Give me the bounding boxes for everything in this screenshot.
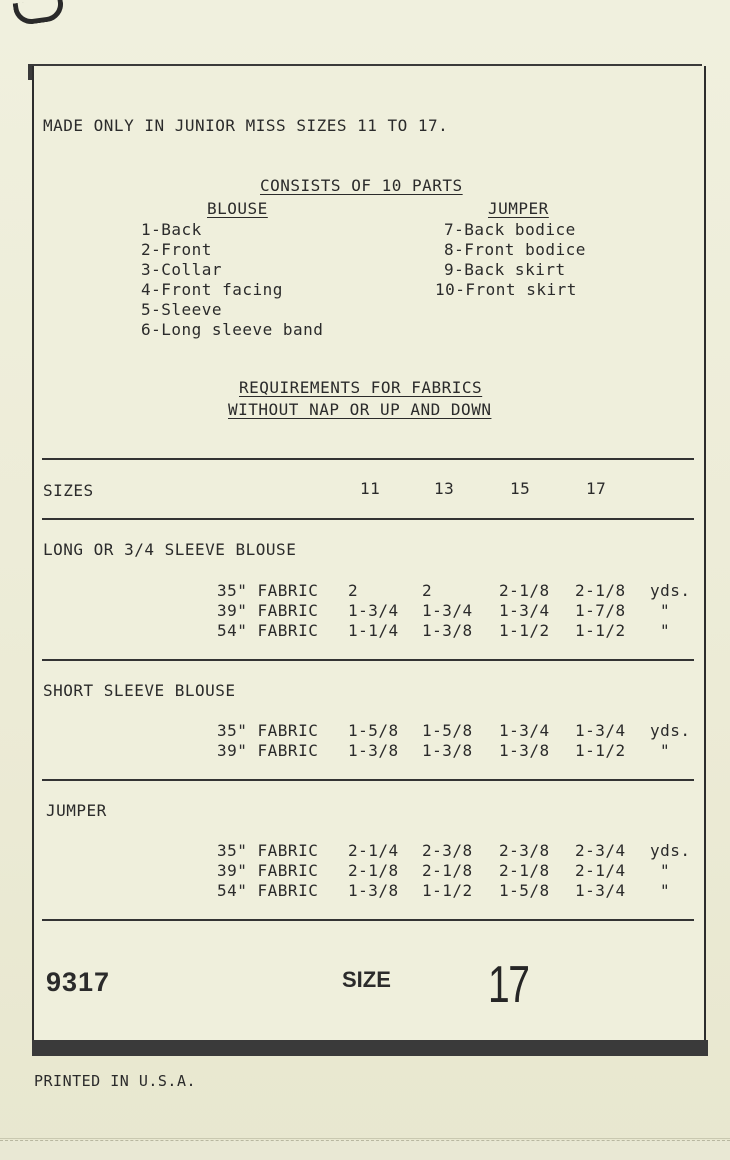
yardage-cell: 1-3/4: [575, 721, 626, 740]
requirements-title-line1: REQUIREMENTS FOR FABRICS: [239, 378, 483, 397]
fabric-label: 35" FABRIC: [217, 581, 319, 600]
fabric-label: 35" FABRIC: [217, 721, 319, 740]
table-rule: [42, 458, 694, 460]
unit-cell: ": [660, 601, 671, 620]
blouse-part: 2-Front: [141, 240, 212, 259]
yardage-cell: 1-7/8: [575, 601, 626, 620]
unit-cell: yds.: [650, 841, 691, 860]
sizes-label: SIZES: [43, 481, 94, 500]
jumper-part: 8-Front bodice: [444, 240, 586, 259]
yardage-cell: 2-3/8: [499, 841, 550, 860]
fabric-label: 54" FABRIC: [217, 881, 319, 900]
table-rule: [42, 919, 694, 921]
size-header: 11: [360, 479, 381, 498]
jumper-part: 7-Back bodice: [444, 220, 576, 239]
blouse-heading: BLOUSE: [207, 199, 268, 218]
unit-cell: yds.: [650, 721, 691, 740]
page-fold-line: [0, 1138, 730, 1139]
bottom-border-bar: [32, 1040, 708, 1056]
intro-text: MADE ONLY IN JUNIOR MISS SIZES 11 TO 17.: [43, 116, 449, 135]
yardage-cell: 1-5/8: [499, 881, 550, 900]
parts-title: CONSISTS OF 10 PARTS: [260, 176, 463, 195]
blouse-part: 3-Collar: [141, 260, 223, 279]
yardage-cell: 1-3/4: [499, 721, 550, 740]
yardage-cell: 2-3/8: [422, 841, 473, 860]
section-title: SHORT SLEEVE BLOUSE: [43, 681, 236, 700]
blouse-part: 1-Back: [141, 220, 202, 239]
yardage-cell: 1-3/4: [499, 601, 550, 620]
size-header: 15: [510, 479, 531, 498]
unit-cell: ": [660, 621, 671, 640]
yardage-cell: 1-3/8: [422, 621, 473, 640]
size-value: 17: [488, 956, 529, 1014]
section-title: JUMPER: [46, 801, 107, 820]
printed-in-usa: PRINTED IN U.S.A.: [34, 1072, 197, 1090]
table-rule: [42, 518, 694, 520]
section-title: LONG OR 3/4 SLEEVE BLOUSE: [43, 540, 297, 559]
requirements-title-line2: WITHOUT NAP OR UP AND DOWN: [228, 400, 492, 419]
yardage-cell: 1-1/4: [348, 621, 399, 640]
yardage-cell: 2-1/8: [499, 861, 550, 880]
blouse-part: 6-Long sleeve band: [141, 320, 324, 339]
yardage-cell: 2-1/4: [575, 861, 626, 880]
fabric-label: 39" FABRIC: [217, 601, 319, 620]
yardage-cell: 1-3/8: [499, 741, 550, 760]
jumper-part: 9-Back skirt: [444, 260, 566, 279]
fabric-label: 35" FABRIC: [217, 841, 319, 860]
yardage-cell: 2: [422, 581, 433, 600]
yardage-cell: 1-5/8: [348, 721, 399, 740]
yardage-cell: 2-1/4: [348, 841, 399, 860]
yardage-cell: 1-3/4: [422, 601, 473, 620]
yardage-cell: 2-3/4: [575, 841, 626, 860]
jumper-part: 10-Front skirt: [435, 280, 577, 299]
yardage-cell: 2-1/8: [348, 861, 399, 880]
yardage-cell: 1-5/8: [422, 721, 473, 740]
unit-cell: ": [660, 861, 671, 880]
unit-cell: ": [660, 881, 671, 900]
unit-cell: ": [660, 741, 671, 760]
pattern-number: 9317: [46, 967, 111, 997]
blouse-part: 5-Sleeve: [141, 300, 223, 319]
fabric-label: 54" FABRIC: [217, 621, 319, 640]
unit-cell: yds.: [650, 581, 691, 600]
yardage-cell: 1-1/2: [575, 621, 626, 640]
yardage-cell: 1-3/8: [348, 741, 399, 760]
yardage-cell: 1-1/2: [575, 741, 626, 760]
yardage-cell: 1-3/4: [575, 881, 626, 900]
yardage-cell: 1-1/2: [499, 621, 550, 640]
size-label: SIZE: [342, 967, 391, 992]
blouse-part: 4-Front facing: [141, 280, 283, 299]
yardage-cell: 2-1/8: [575, 581, 626, 600]
table-rule: [42, 659, 694, 661]
yardage-cell: 1-3/8: [348, 881, 399, 900]
yardage-cell: 2-1/8: [422, 861, 473, 880]
yardage-cell: 1-3/4: [348, 601, 399, 620]
table-rule: [42, 779, 694, 781]
size-header: 17: [586, 479, 607, 498]
fabric-label: 39" FABRIC: [217, 861, 319, 880]
yardage-cell: 1-3/8: [422, 741, 473, 760]
page-bottom-strip: [0, 1140, 730, 1160]
yardage-cell: 2-1/8: [499, 581, 550, 600]
yardage-cell: 2: [348, 581, 359, 600]
fabric-label: 39" FABRIC: [217, 741, 319, 760]
size-header: 13: [434, 479, 455, 498]
yardage-cell: 1-1/2: [422, 881, 473, 900]
jumper-heading: JUMPER: [488, 199, 549, 218]
